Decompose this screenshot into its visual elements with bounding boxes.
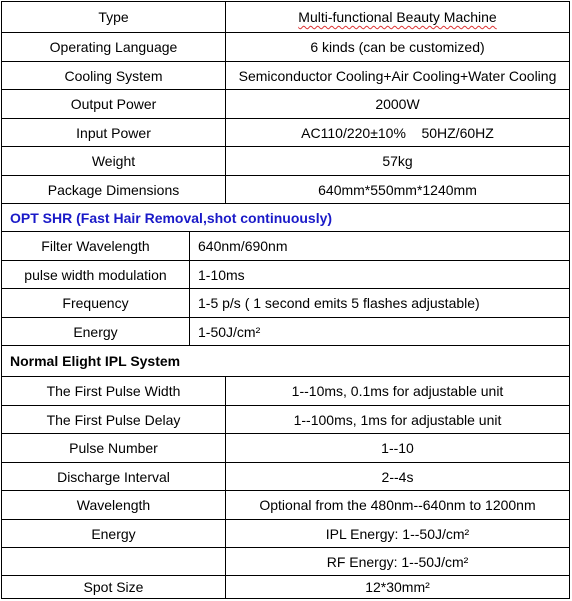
table-row bbox=[2, 32, 569, 61]
row-value: 2--4s bbox=[381, 468, 414, 485]
row-value: 640mm*550mm*1240mm bbox=[318, 181, 477, 198]
row-value: RF Energy: 1--50J/cm² bbox=[326, 553, 469, 570]
table-row bbox=[2, 317, 569, 345]
section-header bbox=[2, 203, 569, 231]
row-label: Energy bbox=[2, 318, 190, 345]
table-row bbox=[2, 433, 569, 462]
table-row bbox=[2, 61, 569, 89]
row-label: Discharge Interval bbox=[2, 463, 226, 490]
row-value: 1-10ms bbox=[198, 266, 245, 283]
row-value: 1--100ms, 1ms for adjustable unit bbox=[293, 411, 502, 428]
row-value bbox=[226, 2, 569, 32]
spec-table bbox=[1, 1, 570, 599]
row-value: 1-50J/cm² bbox=[198, 323, 261, 340]
row-label bbox=[2, 548, 226, 575]
row-label: Spot Size bbox=[2, 576, 226, 598]
row-label: Operating Language bbox=[2, 33, 226, 61]
table-row bbox=[2, 547, 569, 575]
row-value: 1-5 p/s ( 1 second emits 5 flashes adjustable) bbox=[198, 295, 480, 311]
table-row bbox=[2, 146, 569, 175]
row-label: Wavelength bbox=[2, 491, 226, 519]
table-row bbox=[2, 260, 569, 288]
row-value: IPL Energy: 1--50J/cm² bbox=[325, 525, 470, 542]
table-row bbox=[2, 519, 569, 547]
section-header bbox=[2, 345, 569, 376]
row-label: Package Dimensions bbox=[2, 176, 226, 203]
type-value: Multi-functional Beauty Machine bbox=[298, 9, 497, 25]
table-row bbox=[2, 175, 569, 203]
row-value: 57kg bbox=[382, 153, 413, 169]
row-value: AC110/220±10% 50HZ/60HZ bbox=[301, 124, 494, 141]
ipl-section-title-text: Normal Elight IPL System bbox=[10, 353, 181, 369]
ipl-section-title bbox=[2, 346, 569, 376]
row-label: Frequency bbox=[2, 289, 190, 317]
row-value: Optional from the 480nm--640nm to 1200nm bbox=[259, 497, 536, 513]
row-label: Input Power bbox=[2, 119, 226, 146]
table-row bbox=[2, 376, 569, 405]
row-value: 12*30mm² bbox=[365, 579, 430, 595]
row-label: The First Pulse Width bbox=[2, 377, 226, 405]
row-label: Weight bbox=[2, 147, 226, 175]
row-value: 1--10ms, 0.1ms for adjustable unit bbox=[291, 383, 504, 399]
row-label: Energy bbox=[2, 520, 226, 547]
row-label: pulse width modulation bbox=[2, 261, 190, 288]
table-row bbox=[2, 575, 569, 598]
table-row bbox=[2, 405, 569, 433]
row-label: The First Pulse Delay bbox=[2, 406, 226, 433]
row-label: Cooling System bbox=[2, 62, 226, 89]
opt-section-title: OPT SHR (Fast Hair Removal,shot continuously) bbox=[10, 209, 333, 226]
table-row bbox=[2, 231, 569, 260]
row-label: Output Power bbox=[2, 90, 226, 118]
row-value: 1--10 bbox=[381, 440, 414, 456]
table-row bbox=[2, 2, 569, 32]
table-row bbox=[2, 89, 569, 118]
row-value: 2000W bbox=[375, 96, 420, 112]
row-value: Semiconductor Cooling+Air Cooling+Water Cooling bbox=[238, 67, 557, 84]
table-row bbox=[2, 490, 569, 519]
row-value: 6 kinds (can be customized) bbox=[310, 39, 485, 55]
table-row bbox=[2, 288, 569, 317]
row-value: 640nm/690nm bbox=[198, 238, 288, 254]
row-label: Filter Wavelength bbox=[2, 232, 190, 260]
table-row bbox=[2, 118, 569, 146]
table-row bbox=[2, 462, 569, 490]
row-label: Type bbox=[2, 2, 226, 32]
row-label: Pulse Number bbox=[2, 434, 226, 462]
